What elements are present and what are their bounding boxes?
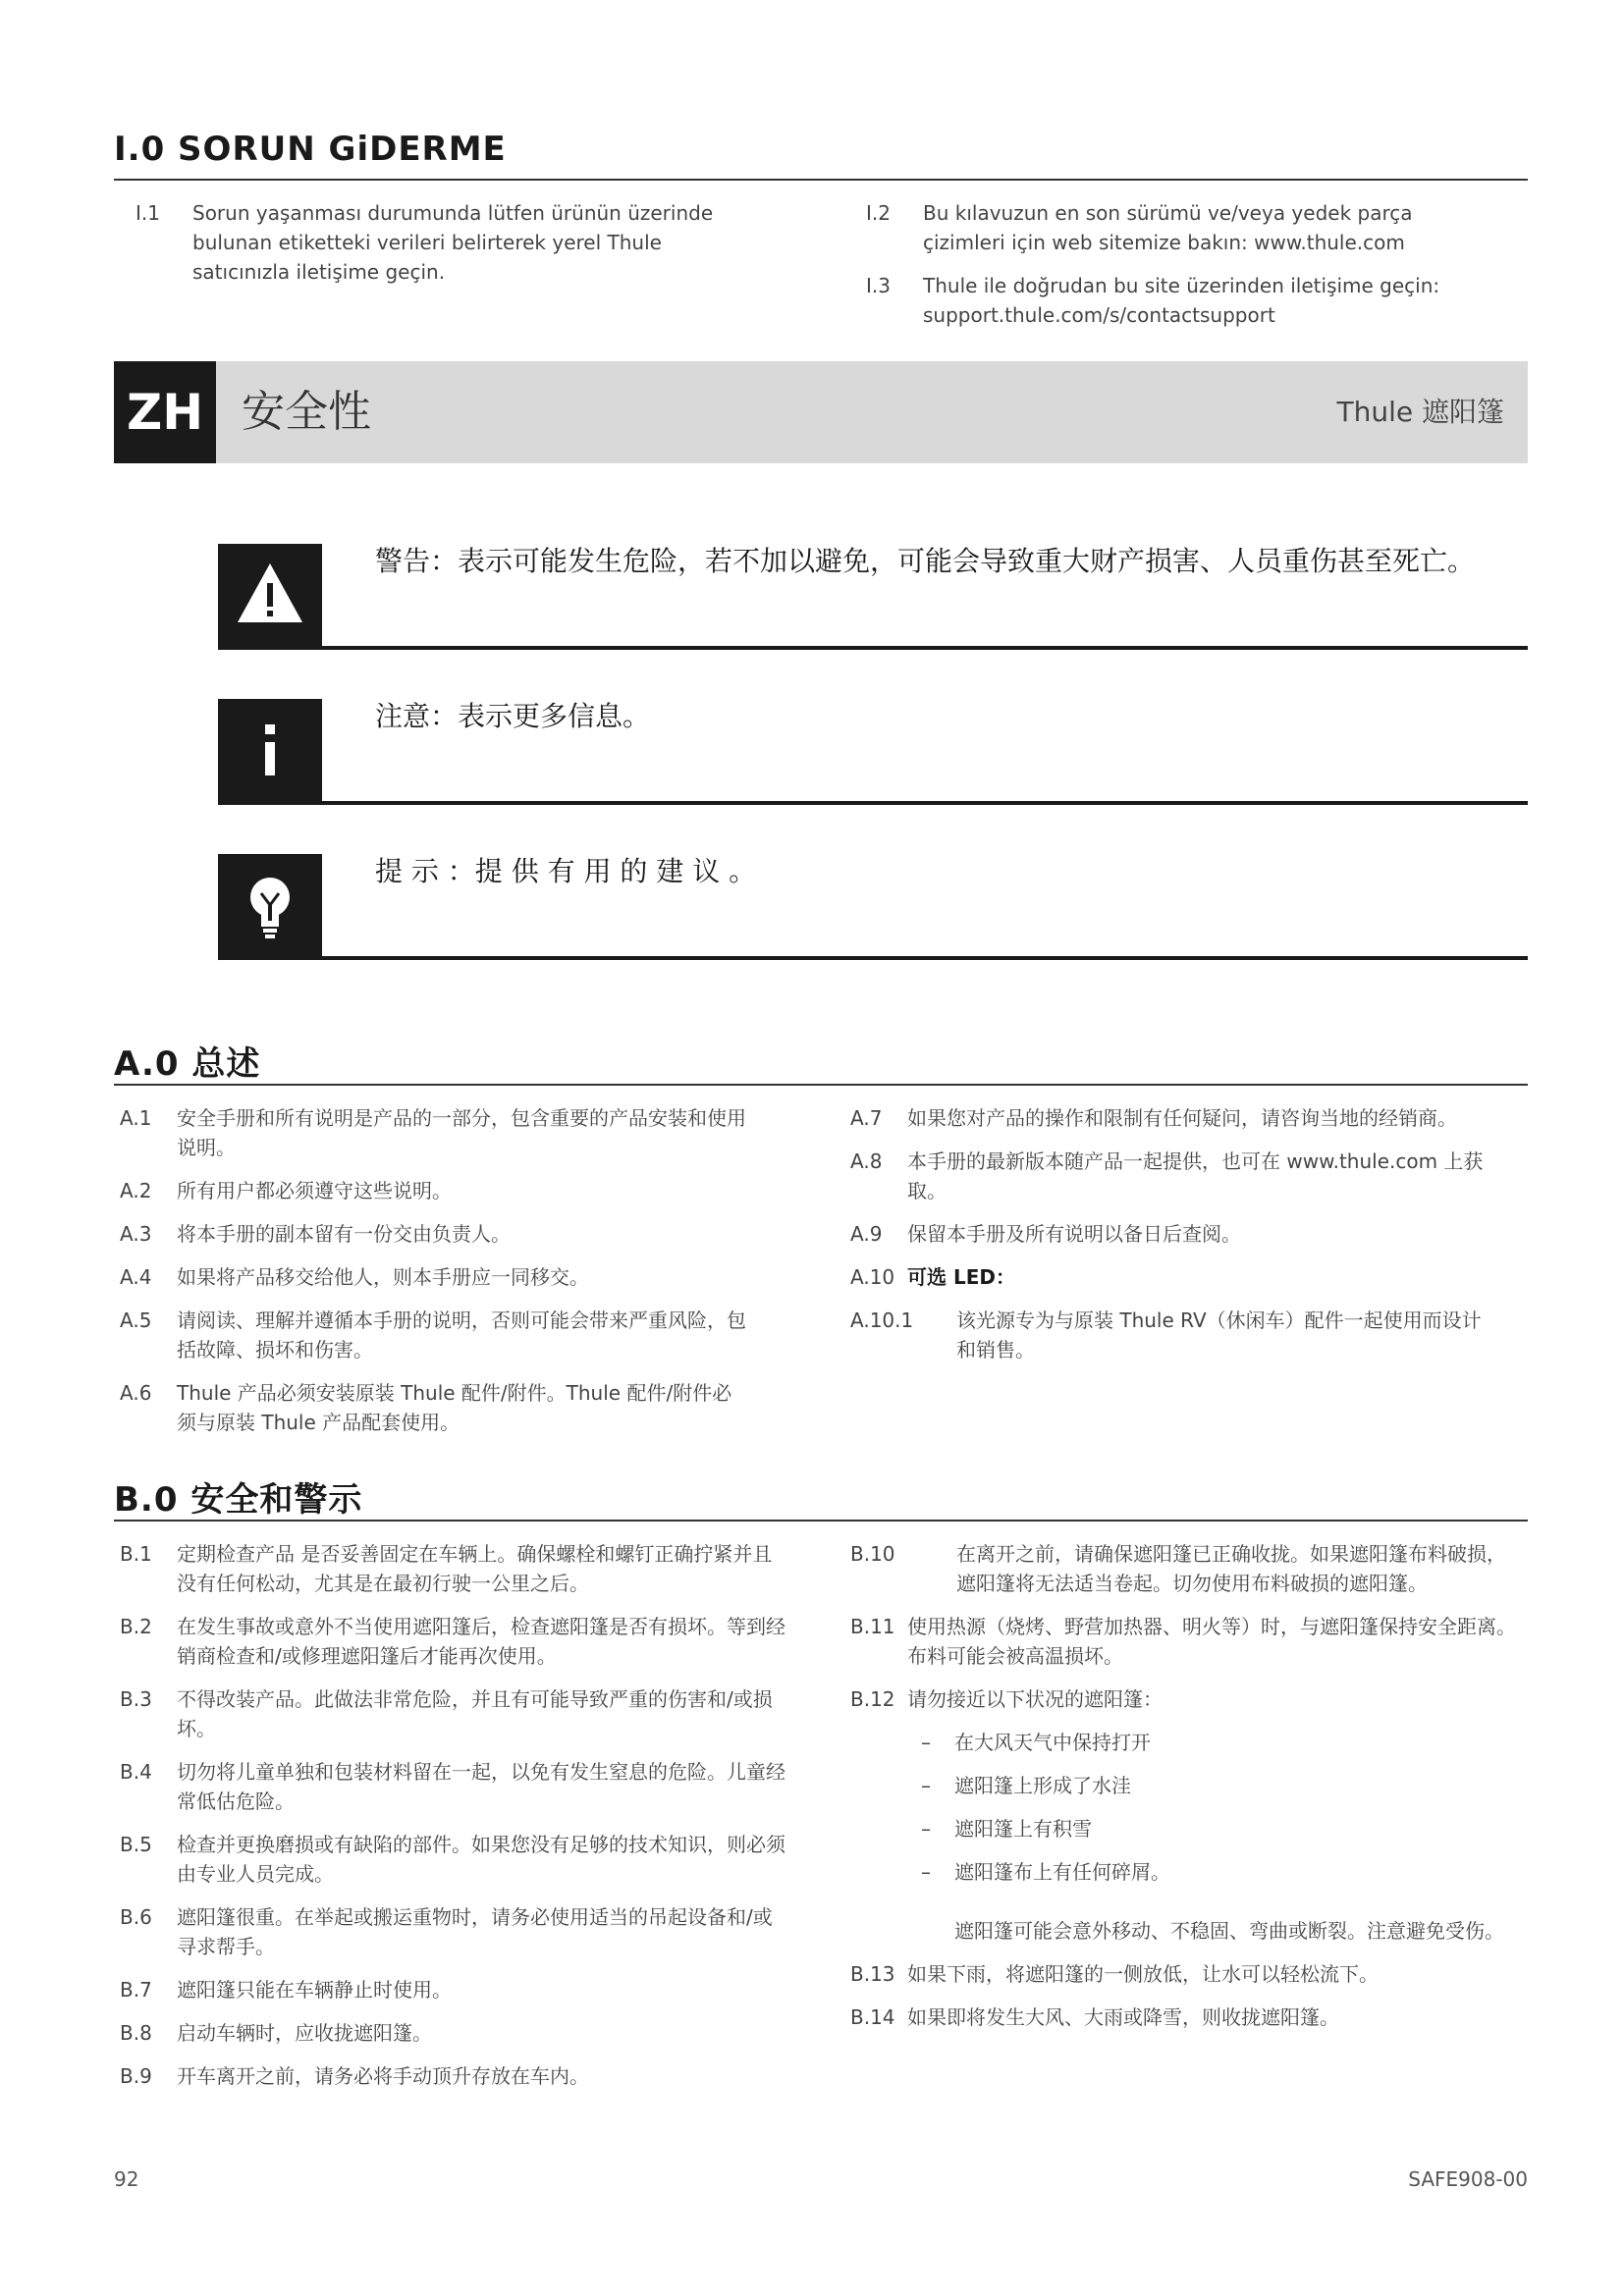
warning-icon — [218, 544, 322, 646]
section-a-left-column — [120, 1103, 748, 1451]
warning-notice — [218, 544, 1528, 650]
list-item — [120, 1830, 787, 1889]
item-text: 使用热源（烧烤、野营加热器、明火等）时，与遮阳篷保持安全距离。布料可能会被高温损坏。 — [907, 1615, 1516, 1668]
dash-list — [850, 1728, 1518, 1887]
item-text: Thule 产品必须安装原装 Thule 配件/附件。Thule 配件/附件必须与原装 Thule 产品配套使用。 — [177, 1381, 732, 1434]
list-item — [120, 1539, 787, 1598]
item-number: B.8 — [120, 2021, 152, 2045]
list-item — [120, 2061, 787, 2091]
item-number: B.1 — [120, 1542, 152, 1566]
item-text: 遮阳篷只能在车辆静止时使用。 — [177, 1978, 452, 2002]
list-item — [850, 1306, 1498, 1364]
list-item — [850, 1147, 1498, 1205]
tip-text: 提 示 ：提 供 有 用 的 建 议 。 — [375, 855, 757, 887]
item-number: A.9 — [850, 1222, 883, 1246]
item-text: 请阅读、理解并遵循本手册的说明，否则可能会带来严重风险，包括故障、损坏和伤害。 — [177, 1308, 746, 1362]
item-text: 该光源专为与原装 Thule RV（休闲车）配件一起使用而设计和销售。 — [956, 1308, 1482, 1362]
item-number: A.10.1 — [850, 1308, 914, 1332]
item-text: 本手册的最新版本随产品一起提供，也可在 www.thule.com 上获取。 — [907, 1149, 1484, 1202]
list-item — [120, 1306, 748, 1364]
list-item — [120, 1975, 787, 2004]
item-text: Bu kılavuzun en son sürümü ve/veya yedek parça çizimleri için web sitemize bakın: www.thule.com — [923, 201, 1413, 254]
item-number: B.13 — [850, 1962, 895, 1986]
section-b-right-column — [850, 1539, 1518, 2046]
item-text: 保留本手册及所有说明以备日后查阅。 — [907, 1222, 1241, 1246]
item-number: B.3 — [120, 1687, 152, 1711]
divider — [114, 1084, 1528, 1086]
warning-text: 警告：表示可能发生危险，若不加以避免，可能会导致重大财产损害、人员重伤甚至死亡。 — [375, 545, 1476, 577]
dash-text: 遮阳篷布上有任何碎屑。 — [954, 1860, 1170, 1884]
list-item — [135, 198, 764, 287]
item-text: 在发生事故或意外不当使用遮阳篷后，检查遮阳篷是否有损坏。等到经销商检查和/或修理遮阳篷后才能再次使用。 — [177, 1615, 785, 1668]
item-number: A.10 — [850, 1265, 895, 1289]
note-text: 遮阳篷可能会意外移动、不稳固、弯曲或断裂。注意避免受伤。 — [954, 1919, 1504, 1943]
list-item — [120, 1176, 748, 1205]
banner-title: 安全性 — [242, 387, 371, 437]
divider — [218, 646, 1528, 650]
dash-item: – 在大风天气中保持打开 — [921, 1731, 1151, 1754]
item-text: Thule ile doğrudan bu site üzerinden iletişime geçin: support.thule.com/s/contactsupport — [923, 274, 1440, 327]
dash-item: – 遮阳篷上有积雪 — [921, 1817, 1092, 1841]
section-b-left-column — [120, 1539, 787, 2105]
item-number: A.1 — [120, 1106, 152, 1130]
list-item — [120, 1902, 787, 1961]
list-item — [850, 2002, 1518, 2032]
divider — [114, 1520, 1528, 1522]
document-code: SAFE908-00 — [1408, 2167, 1528, 2191]
item-text: 检查并更换磨损或有缺陷的部件。如果您没有足够的技术知识，则必须由专业人员完成。 — [177, 1833, 785, 1886]
list-item — [120, 2018, 787, 2048]
info-icon — [218, 699, 322, 801]
item-number: B.14 — [850, 2005, 895, 2029]
list-item — [120, 1219, 748, 1249]
info-text: 注意：表示更多信息。 — [375, 700, 651, 732]
item-number: A.3 — [120, 1222, 152, 1246]
item-number: B.4 — [120, 1760, 152, 1784]
item-number: B.11 — [850, 1615, 895, 1638]
list-item — [120, 1684, 787, 1743]
list-item — [850, 1539, 1518, 1598]
item-number: I.2 — [866, 201, 891, 225]
item-text: 所有用户都必须遵守这些说明。 — [177, 1179, 452, 1202]
item-number: A.8 — [850, 1149, 883, 1173]
lightbulb-icon — [218, 854, 322, 956]
item-number: B.10 — [850, 1542, 895, 1566]
item-text: 定期检查产品 是否妥善固定在车辆上。确保螺栓和螺钉正确拧紧并且没有任何松动，尤其是在最初行驶一公里之后。 — [177, 1542, 773, 1595]
list-item — [866, 198, 1494, 257]
item-text: 遮阳篷很重。在举起或搬运重物时，请务必使用适当的吊起设备和/或寻求帮手。 — [177, 1905, 773, 1958]
section-b-heading: B.0 安全和警示 — [114, 1480, 363, 1520]
list-item — [120, 1262, 748, 1292]
item-text: 可选 LED： — [907, 1265, 1015, 1289]
item-text: 启动车辆时，应收拢遮阳篷。 — [177, 2021, 432, 2045]
list-item — [120, 1612, 787, 1671]
list-item — [850, 1219, 1498, 1249]
item-text: 切勿将儿童单独和包装材料留在一起，以免有发生窒息的危险。儿童经常低估危险。 — [177, 1760, 785, 1813]
dash-text: 遮阳篷上形成了水洼 — [954, 1774, 1131, 1797]
item-text: 在离开之前，请确保遮阳篷已正确收拢。如果遮阳篷布料破损，遮阳篷将无法适当卷起。切勿使用布料破损的遮阳篷。 — [956, 1542, 1506, 1595]
divider — [218, 956, 1528, 960]
dash-text: 在大风天气中保持打开 — [954, 1731, 1151, 1754]
item-number: A.5 — [120, 1308, 152, 1332]
item-text: 不得改装产品。此做法非常危险，并且有可能导致严重的伤害和/或损坏。 — [177, 1687, 773, 1740]
divider — [114, 179, 1528, 181]
list-item — [120, 1757, 787, 1816]
item-number: B.2 — [120, 1615, 152, 1638]
item-number: B.6 — [120, 1905, 152, 1929]
item-text: 将本手册的副本留有一份交由负责人。 — [177, 1222, 511, 1246]
dash-item: – 遮阳篷布上有任何碎屑。 — [921, 1860, 1170, 1884]
item-number: B.12 — [850, 1687, 895, 1711]
item-number: B.5 — [120, 1833, 152, 1856]
item-text: 如果将产品移交给他人，则本手册应一同移交。 — [177, 1265, 589, 1289]
list-item — [850, 1684, 1518, 1714]
list-item — [850, 1103, 1498, 1133]
list-item — [850, 1959, 1518, 1989]
page-number: 92 — [114, 2167, 139, 2191]
list-item — [120, 1103, 748, 1162]
section-i-right-column — [866, 198, 1494, 344]
list-item — [850, 1612, 1518, 1671]
banner-product: Thule 遮阳篷 — [1336, 396, 1504, 428]
language-code: ZH — [114, 361, 216, 463]
divider — [218, 801, 1528, 805]
list-item — [866, 271, 1494, 330]
section-a-heading: A.0 总述 — [114, 1044, 261, 1084]
item-text: 如果您对产品的操作和限制有任何疑问，请咨询当地的经销商。 — [907, 1106, 1457, 1130]
item-number: A.6 — [120, 1381, 152, 1405]
item-text: Sorun yaşanması durumunda lütfen ürünün üzerinde bulunan etiketteki verileri belirterek yerel Thule satıcınızla iletişime geçin. — [192, 201, 714, 284]
language-banner — [114, 361, 1528, 463]
item-number: I.3 — [866, 274, 891, 297]
section-i-heading: I.0 SORUN GiDERME — [114, 130, 507, 169]
item-text: 开车离开之前，请务必将手动顶升存放在车内。 — [177, 2064, 589, 2088]
item-text: 如果下雨，将遮阳篷的一侧放低，让水可以轻松流下。 — [907, 1962, 1379, 1986]
dash-text: 遮阳篷上有积雪 — [954, 1817, 1092, 1841]
item-number: B.9 — [120, 2064, 152, 2088]
dash-item: – 遮阳篷上形成了水洼 — [921, 1774, 1131, 1797]
item-number: A.7 — [850, 1106, 883, 1130]
list-item — [120, 1378, 748, 1437]
item-text: 如果即将发生大风、大雨或降雪，则收拢遮阳篷。 — [907, 2005, 1339, 2029]
tip-notice — [218, 854, 1528, 960]
section-i-left-column — [135, 198, 764, 300]
item-number: A.4 — [120, 1265, 152, 1289]
list-item — [850, 1262, 1498, 1292]
item-text: 请勿接近以下状况的遮阳篷： — [907, 1687, 1163, 1711]
item-number: I.1 — [135, 201, 160, 225]
info-notice — [218, 699, 1528, 805]
item-number: A.2 — [120, 1179, 152, 1202]
item-text: 安全手册和所有说明是产品的一部分，包含重要的产品安装和使用说明。 — [177, 1106, 746, 1159]
section-a-right-column — [850, 1103, 1498, 1378]
item-number: B.7 — [120, 1978, 152, 2002]
